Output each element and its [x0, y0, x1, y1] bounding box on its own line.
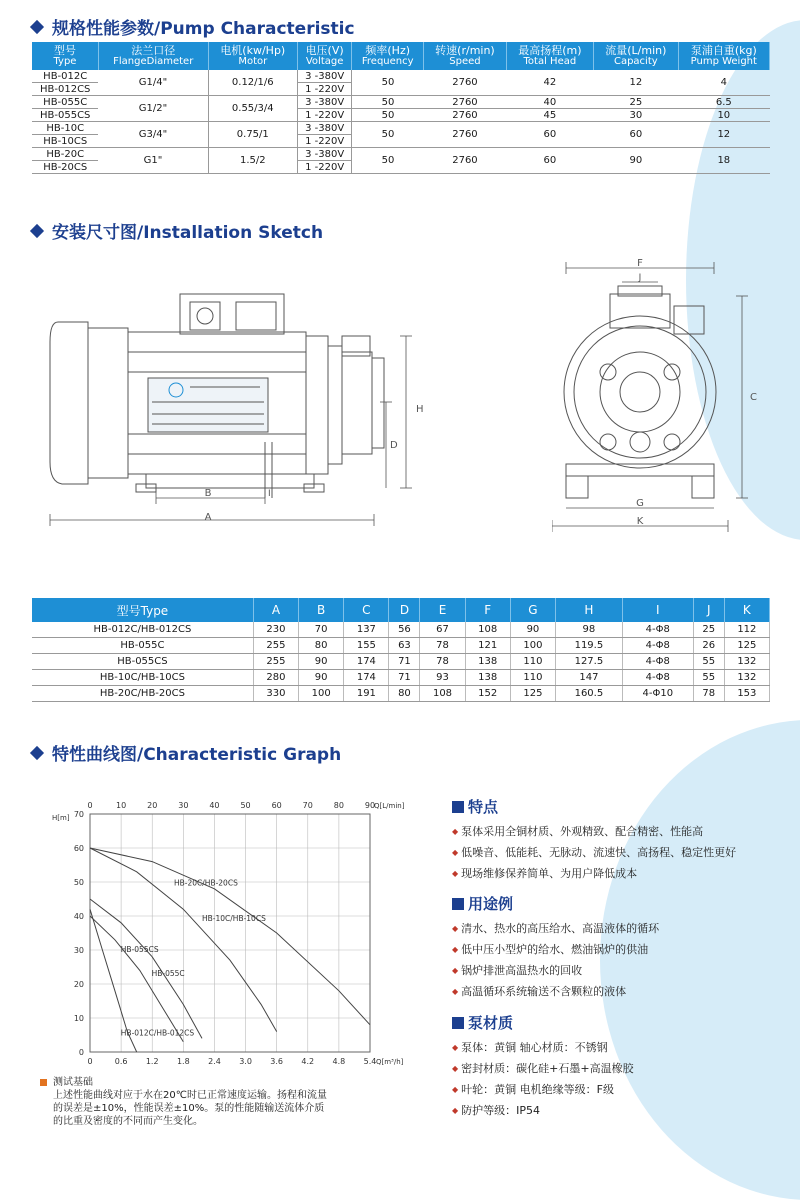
note-body [40, 1089, 400, 1128]
materials-heading [452, 1012, 634, 1033]
weight-cell: 4 [678, 70, 769, 96]
freq-cell: 50 [352, 122, 424, 148]
dim-header-cell: J [693, 598, 724, 622]
dim-cell: 70 [299, 622, 344, 638]
dim-cell: 4-Φ8 [622, 670, 693, 686]
header-cn: 泵浦自重(kg) [690, 44, 757, 57]
square-icon [40, 1079, 47, 1086]
dim-row [32, 654, 770, 670]
head-cell: 45 [506, 109, 593, 122]
dim-cell: 132 [724, 654, 769, 670]
spec-row [32, 122, 770, 135]
dim-cell: 71 [389, 654, 420, 670]
diamond-icon [30, 745, 44, 759]
dim-label-g: G [636, 498, 644, 509]
note-line: 的误差是±10%，性能误差±10%。泵的性能随输送流体介质 [53, 1103, 325, 1114]
spec-header-cell [506, 42, 593, 70]
dim-cell: 280 [253, 670, 298, 686]
y-tick-label: 70 [73, 810, 84, 819]
head-cell: 40 [506, 96, 593, 109]
dim-cell: 191 [344, 686, 389, 702]
weight-cell: 12 [678, 122, 769, 148]
note-line: 上述性能曲线对应于水在20℃时已正常速度运输。扬程和流量 [53, 1090, 327, 1101]
dim-cell: 90 [299, 654, 344, 670]
diamond-icon [30, 223, 44, 237]
freq-cell: 50 [352, 96, 424, 109]
series-line [90, 899, 202, 1038]
section-title-graph [32, 740, 341, 765]
section-title-pump-characteristic [32, 14, 355, 39]
header-en: Type [53, 56, 77, 67]
dim-header-cell: K [724, 598, 769, 622]
dim-cell: 110 [510, 670, 555, 686]
dim-cell: 78 [693, 686, 724, 702]
spec-row [32, 70, 770, 83]
dim-label-h: H [416, 404, 424, 415]
dim-cell: 255 [253, 654, 298, 670]
dim-header-cell: D [389, 598, 420, 622]
dim-label-b: B [204, 488, 212, 499]
dim-cell: 152 [465, 686, 510, 702]
voltage-cell: 1 -220V [298, 135, 352, 148]
type-cell: HB-20CS [32, 161, 98, 174]
bottom-tick-label: 3.6 [270, 1057, 284, 1066]
motor-cell: 0.55/3/4 [208, 96, 298, 122]
spec-table-header [32, 42, 770, 70]
bottom-tick-label: 2.4 [208, 1057, 221, 1066]
dim-header-cell: E [420, 598, 465, 622]
capacity-cell: 30 [594, 109, 679, 122]
header-en: Total Head [523, 56, 577, 67]
dim-header-cell: 型号Type [32, 598, 253, 622]
characteristic-chart [40, 790, 440, 1075]
series-label: HB-012C/HB-012CS [120, 1028, 195, 1038]
bottom-axis-label: Q[m³/h] [376, 1058, 404, 1066]
speed-cell: 2760 [424, 148, 506, 174]
dim-row [32, 686, 770, 702]
dim-label-c: C [750, 392, 757, 403]
list-item: ◆ 低中压小型炉的给水、燃油锅炉的供油 [452, 939, 659, 960]
head-cell: 60 [506, 148, 593, 174]
header-cn: 最高扬程(m) [518, 44, 582, 57]
freq-cell: 50 [352, 109, 424, 122]
top-tick-label: 20 [147, 801, 158, 810]
spec-header-cell [352, 42, 424, 70]
dim-cell: 155 [344, 638, 389, 654]
header-en: Frequency [361, 56, 414, 67]
flange-cell: G1/2" [98, 96, 208, 122]
motor-cell: 0.75/1 [208, 122, 298, 148]
usage-block [452, 893, 659, 1002]
top-tick-label: 40 [209, 801, 220, 810]
bottom-tick-label: 0 [87, 1057, 93, 1066]
dim-header-cell: I [622, 598, 693, 622]
dim-cell: 80 [389, 686, 420, 702]
dim-cell: 160.5 [556, 686, 623, 702]
dim-cell: 174 [344, 670, 389, 686]
dim-row [32, 638, 770, 654]
list-item: ◆ 叶轮：黄铜 电机绝缘等级：F级 [452, 1079, 634, 1100]
spec-header-cell [98, 42, 208, 70]
square-icon [452, 801, 464, 813]
capacity-cell: 60 [594, 122, 679, 148]
voltage-cell: 3 -380V [298, 70, 352, 83]
dimension-table [32, 598, 770, 702]
dim-cell: 90 [510, 622, 555, 638]
list-item: ◆ 泵体：黄铜 轴心材质：不锈钢 [452, 1037, 634, 1058]
dim-row [32, 622, 770, 638]
dim-cell: 255 [253, 638, 298, 654]
features-heading [452, 796, 736, 817]
bottom-tick-label: 1.2 [145, 1057, 159, 1066]
weight-cell: 10 [678, 109, 769, 122]
top-tick-label: 30 [178, 801, 189, 810]
top-tick-label: 10 [116, 801, 127, 810]
dimension-table-header [32, 598, 770, 622]
dim-label-d: D [390, 440, 398, 451]
list-item: ◆ 高温循环系统输送不含颗粒的液体 [452, 981, 659, 1002]
series-line [90, 848, 370, 1025]
dim-label-f: F [637, 258, 643, 269]
series-line [90, 916, 183, 1042]
bottom-tick-label: 1.8 [176, 1057, 190, 1066]
list-item: ◆ 锅炉排泄高温热水的回收 [452, 960, 659, 981]
materials-block [452, 1012, 634, 1121]
note-heading [40, 1076, 400, 1089]
dim-cell: HB-055C [32, 638, 253, 654]
type-cell: HB-055CS [32, 109, 98, 122]
spec-table-body [32, 70, 770, 174]
header-cn: 电机(kw/Hp) [220, 44, 286, 57]
dim-label-j: J [638, 273, 642, 283]
dim-header-cell: H [556, 598, 623, 622]
top-tick-label: 50 [240, 801, 251, 810]
top-tick-label: 90 [364, 801, 376, 810]
header-cn: 型号 [53, 44, 76, 57]
header-cn: 电压(V) [305, 44, 344, 57]
note-line: 的比重及密度的不同而产生变化。 [53, 1116, 203, 1127]
test-basis-note [40, 1076, 400, 1128]
dim-header-cell: C [344, 598, 389, 622]
type-cell: HB-20C [32, 148, 98, 161]
dim-cell: 147 [556, 670, 623, 686]
section-title-text: 特性曲线图/Characteristic Graph [52, 745, 342, 765]
top-tick-label: 0 [87, 801, 93, 810]
flange-cell: G1" [98, 148, 208, 174]
list-item: ◆ 低噪音、低能耗、无脉动、流速快、高扬程、稳定性更好 [452, 842, 736, 863]
dim-cell: 108 [465, 622, 510, 638]
dim-cell: 174 [344, 654, 389, 670]
header-en: Motor [238, 56, 268, 67]
dim-cell: 93 [420, 670, 465, 686]
dim-cell: HB-20C/HB-20CS [32, 686, 253, 702]
type-cell: HB-10CS [32, 135, 98, 148]
header-cn: 转速(r/min) [435, 44, 495, 57]
dim-cell: 137 [344, 622, 389, 638]
plot-frame [90, 814, 370, 1052]
dim-cell: 80 [299, 638, 344, 654]
voltage-cell: 1 -220V [298, 109, 352, 122]
header-en: Speed [449, 56, 481, 67]
header-cn: 流量(L/min) [605, 44, 667, 57]
square-icon [452, 898, 464, 910]
section-title-text: 安装尺寸图/Installation Sketch [52, 223, 324, 243]
voltage-cell: 1 -220V [298, 83, 352, 96]
dim-cell: 132 [724, 670, 769, 686]
materials-title: 泵材质 [468, 1014, 514, 1032]
dim-cell: 78 [420, 638, 465, 654]
dim-cell: 4-Φ8 [622, 622, 693, 638]
list-item: ◆ 现场维修保养简单、为用户降低成本 [452, 863, 736, 884]
dim-cell: 112 [724, 622, 769, 638]
dim-cell: 121 [465, 638, 510, 654]
bottom-tick-label: 3.0 [239, 1057, 252, 1066]
dim-cell: HB-10C/HB-10CS [32, 670, 253, 686]
dim-cell: 55 [693, 654, 724, 670]
dim-cell: 125 [724, 638, 769, 654]
dim-cell: 98 [556, 622, 623, 638]
y-tick-label: 30 [73, 946, 84, 955]
weight-cell: 18 [678, 148, 769, 174]
dim-cell: 4-Φ8 [622, 638, 693, 654]
features-block [452, 796, 736, 884]
usage-list [452, 918, 659, 1002]
weight-cell: 6.5 [678, 96, 769, 109]
dim-cell: 100 [510, 638, 555, 654]
dim-cell: 63 [389, 638, 420, 654]
dim-cell: 153 [724, 686, 769, 702]
dim-cell: 67 [420, 622, 465, 638]
freq-cell: 50 [352, 70, 424, 96]
top-tick-label: 60 [271, 801, 282, 810]
dim-cell: HB-012C/HB-012CS [32, 622, 253, 638]
section-title-text: 规格性能参数/Pump Characteristic [52, 19, 355, 39]
series-label: HB-10C/HB-10CS [202, 914, 266, 924]
dim-cell: 4-Φ10 [622, 686, 693, 702]
head-cell: 42 [506, 70, 593, 96]
header-en: Capacity [613, 56, 658, 67]
materials-list [452, 1037, 634, 1121]
y-tick-label: 20 [73, 980, 84, 989]
spec-row [32, 148, 770, 161]
spec-header-cell [208, 42, 298, 70]
spec-header-cell [298, 42, 352, 70]
dim-cell: HB-055CS [32, 654, 253, 670]
capacity-cell: 12 [594, 70, 679, 96]
diamond-icon [30, 19, 44, 33]
dim-cell: 56 [389, 622, 420, 638]
usage-heading [452, 893, 659, 914]
dim-cell: 138 [465, 654, 510, 670]
dim-cell: 119.5 [556, 638, 623, 654]
features-title: 特点 [468, 798, 499, 816]
dim-cell: 71 [389, 670, 420, 686]
top-tick-label: 70 [302, 801, 313, 810]
y-tick-label: 10 [73, 1014, 84, 1023]
speed-cell: 2760 [424, 109, 506, 122]
dim-label-k: K [636, 516, 644, 527]
voltage-cell: 3 -380V [298, 96, 352, 109]
speed-cell: 2760 [424, 96, 506, 109]
list-item: ◆ 密封材质：碳化硅+石墨+高温橡胶 [452, 1058, 634, 1079]
y-tick-label: 60 [73, 844, 84, 853]
capacity-cell: 90 [594, 148, 679, 174]
motor-cell: 0.12/1/6 [208, 70, 298, 96]
header-en: FlangeDiameter [113, 56, 194, 67]
speed-cell: 2760 [424, 122, 506, 148]
square-icon [452, 1017, 464, 1029]
y-axis-label: H[m] [52, 814, 70, 822]
head-cell: 60 [506, 122, 593, 148]
flange-cell: G3/4" [98, 122, 208, 148]
dim-cell: 25 [693, 622, 724, 638]
dim-header-cell: B [299, 598, 344, 622]
type-cell: HB-012C [32, 70, 98, 83]
dim-cell: 330 [253, 686, 298, 702]
top-axis-label: Q[L/min] [374, 802, 405, 810]
dim-cell: 108 [420, 686, 465, 702]
dim-cell: 55 [693, 670, 724, 686]
flange-cell: G1/4" [98, 70, 208, 96]
spec-header-cell [678, 42, 769, 70]
list-item: ◆ 泵体采用全铜材质、外观精致、配合精密、性能高 [452, 821, 736, 842]
capacity-cell: 25 [594, 96, 679, 109]
dim-cell: 138 [465, 670, 510, 686]
features-list [452, 821, 736, 884]
top-tick-label: 80 [333, 801, 344, 810]
voltage-cell: 1 -220V [298, 161, 352, 174]
dim-header-cell: G [510, 598, 555, 622]
speed-cell: 2760 [424, 70, 506, 96]
list-item: ◆ 清水、热水的高压给水、高温液体的循环 [452, 918, 659, 939]
spec-table [32, 42, 770, 174]
dim-header-cell: A [253, 598, 298, 622]
dimension-table-body [32, 622, 770, 702]
series-label: HB-055C [151, 968, 185, 978]
usage-title: 用途例 [468, 895, 514, 913]
header-en: Voltage [305, 56, 344, 67]
spec-header-cell [594, 42, 679, 70]
dim-label-a: A [204, 512, 212, 523]
voltage-cell: 3 -380V [298, 122, 352, 135]
y-tick-label: 40 [73, 912, 84, 921]
type-cell: HB-055C [32, 96, 98, 109]
note-title: 测试基础 [53, 1077, 93, 1088]
bottom-tick-label: 4.8 [332, 1057, 346, 1066]
dim-header-cell: F [465, 598, 510, 622]
header-cn: 法兰口径 [131, 44, 176, 57]
bottom-tick-label: 0.6 [114, 1057, 128, 1066]
header-en: Pump Weight [690, 56, 757, 67]
spec-header-cell [424, 42, 506, 70]
dim-cell: 110 [510, 654, 555, 670]
pump-front-view-drawing [552, 252, 762, 534]
pump-side-view-drawing [40, 262, 430, 532]
motor-cell: 1.5/2 [208, 148, 298, 174]
y-tick-label: 50 [73, 878, 84, 887]
list-item: ◆ 防护等级：IP54 [452, 1100, 634, 1121]
spec-row [32, 96, 770, 109]
dim-cell: 100 [299, 686, 344, 702]
bottom-tick-label: 5.4 [363, 1057, 377, 1066]
voltage-cell: 3 -380V [298, 148, 352, 161]
dim-cell: 127.5 [556, 654, 623, 670]
dim-row [32, 670, 770, 686]
type-cell: HB-10C [32, 122, 98, 135]
header-cn: 频率(Hz) [365, 44, 411, 57]
dim-cell: 78 [420, 654, 465, 670]
type-cell: HB-012CS [32, 83, 98, 96]
series-label: HB-055CS [120, 945, 159, 955]
dim-cell: 4-Φ8 [622, 654, 693, 670]
dim-cell: 125 [510, 686, 555, 702]
bottom-tick-label: 4.2 [301, 1057, 315, 1066]
dim-cell: 26 [693, 638, 724, 654]
freq-cell: 50 [352, 148, 424, 174]
dim-label-i: I [268, 489, 271, 499]
series-label: HB-20C/HB-20CS [174, 878, 238, 888]
spec-header-cell [32, 42, 98, 70]
dim-cell: 230 [253, 622, 298, 638]
y-tick-label: 0 [78, 1048, 84, 1057]
dim-cell: 90 [299, 670, 344, 686]
section-title-installation [32, 218, 323, 243]
